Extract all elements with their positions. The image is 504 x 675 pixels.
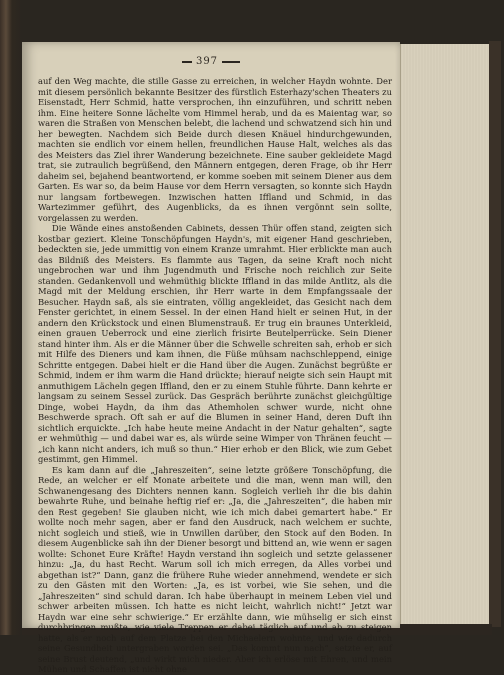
page-number-rule [222,61,240,63]
page-body [38,76,392,675]
page-edges [400,44,491,624]
book-page [22,42,400,674]
paragraph: auf den Weg machte, die stille Gasse zu erreichen, in welcher Haydn wohnte. Der mit diesem persönlich bekannte Besitzer des fürstlich Esterhazy'schen Theaters zu Eisenstadt, Herr Schmid, hatte versprochen, ihn einzuführen, und schritt neben ihm. Eine heitere Sonne lächelte vom Himmel herab, und da es Maientag war, so waren die Straßen von Menschen belebt, die lachend und schwatzend sich hin und her bewegten. Nachdem sich Beide durch diesen Knäuel hindurchgewunden, machten sie endlich vor einem hellen, freundlichen Hause Halt, welches als das des Meisters das Ziel ihrer Wanderung bezeichnete. Eine sauber gekleidete Magd trat, sie zutraulich begrüßend, den Männern entgegen, deren Frage, ob ihr Herr daheim sei, bejahend beantwortend, er komme soeben mit seinem Diener aus dem Garten. Es war so, da beim Hause vor dem Herrn versagten, so konnte sich Haydn nur langsam fortbewegen. Inzwischen hatten Iffland und Schmid, in das Wartezimmer geführt, des Augenblicks, da es ihnen vergönnt sein sollte, vorgelassen zu werden. [38,76,392,223]
page-header [22,56,400,67]
page-number: 397 [195,56,219,67]
paragraph: Die Wände eines anstoßenden Cabinets, dessen Thür offen stand, zeigten sich kostbar geziert. Kleine Tonschöpfungen Haydn's, mit eigener Hand geschrieben, bedeckten sie, jede ummittig von einem Kranze umrahmt. Hier erblickte man auch das Bildniß des Meisters. Es flammte aus Tagen, da seine Kraft noch nicht ungebrochen war und ihm Jugendmuth und Frische noch reichlich zur Seite standen. Gedankenvoll und wehmüthig blickte Iffland in das milde Antlitz, als die Magd mit der Meldung erschien, ihr Herr warte in dem Empfangssaale der Besucher. Haydn saß, als sie eintraten, völlig angekleidet, das Gesicht nach dem Fenster gerichtet, in einem Sessel. In der einen Hand hielt er seinen Hut, in der andern den Krückstock und einen Blumenstrauß. Er trug ein braunes Unterkleid, einen grauen Ueberrock und eine zierlich frisirte Beutelperrücke. Sein Diener stand hinter ihm. Als er die Männer über die Schwelle schreiten sah, erhob er sich mit Hilfe des Dieners und kam ihnen, die Füße mühsam nachschleppend, einige Schritte entgegen. Dabei hielt er die Hand über die Augen. Zunächst begrüßte er Schmid, indem er ihm warm die Hand drückte; hierauf neigte sich sein Haupt mit anmuthigem Lächeln gegen Iffland, den er zu einem Stuhle führte. Dann kehrte er langsam zu seinem Sessel zurück. Das Gespräch berührte zunächst gleichgültige Dinge, wobei Haydn, da ihm das Athemholen schwer wurde, nicht ohne Beschwerde sprach. Oft sah er auf die Blumen in seiner Hand, deren Duft ihn sichtlich erquickte. „Ich habe heute meine Andacht in der Natur gehalten“, sagte er wehmüthig — und dabei war es, als würde seine Wimper von Thränen feucht — „ich kann nicht anders, ich muß so thun.“ Hier erhob er den Blick, wie zum Gebet gestimmt, gen Himmel. [38,223,392,464]
paragraph: Es kam dann auf die „Jahreszeiten“, seine letzte größere Tonschöpfung, die Rede, an welcher er elf Monate arbeitete und die man, wenn man will, den Schwanengesang des Dichters nennen kann. Sogleich verlieh ihr die bis dahin bewahrte Ruhe, und beinahe heftig rief er: „Ja, die „Jahreszeiten“, die haben mir den Rest gegeben! Sie glauben nicht, wie ich mich dabei gemartert habe.“ Er wollte noch mehr sagen, aber er fand den Ausdruck, nach welchem er suchte, nicht sogleich und stieß, wie in Unwillen darüber, den Stock auf den Boden. In diesem Augenblicke sah ihn der Diener besorgt und bittend an, wie wenn er sagen wollte: Schonet Eure Kräfte! Haydn verstand ihn sogleich und setzte gelassener hinzu: „Ja, du hast Recht. Warum soll ich mich erregen, da Alles vorbei und abgethan ist?“ Dann, ganz die frühere Ruhe wieder annehmend, wendete er sich zu den Gästen mit den Worten: „Ja, es ist vorbei, wie Sie sehen, und die „Jahreszeiten“ sind schuld daran. Ich habe überhaupt in meinem Leben viel und schwer arbeiten müssen. Ich hatte es nicht leicht, wahrlich nicht!“ Jetzt war Haydn war eine sehr schwierige.“ Er erzählte dann, wie mühselig er sich einst durchbringen mußte, wie viele Treppen er dabei täglich auf und ab zu steigen hatte, als er noch auf dem Platze bei den Michaelern wohnte, und wie dadurch seine Gesundheit untergraben worden sei. „Das kommt nun nach“, setzte er, auf seine Brust deutend, „und wirkt mich nieder. Aber ich erlöse mit Ehren, und mein Mühen und Schaffen ist nicht ohne [38,464,392,674]
page-number-prefix-rule [182,61,192,63]
